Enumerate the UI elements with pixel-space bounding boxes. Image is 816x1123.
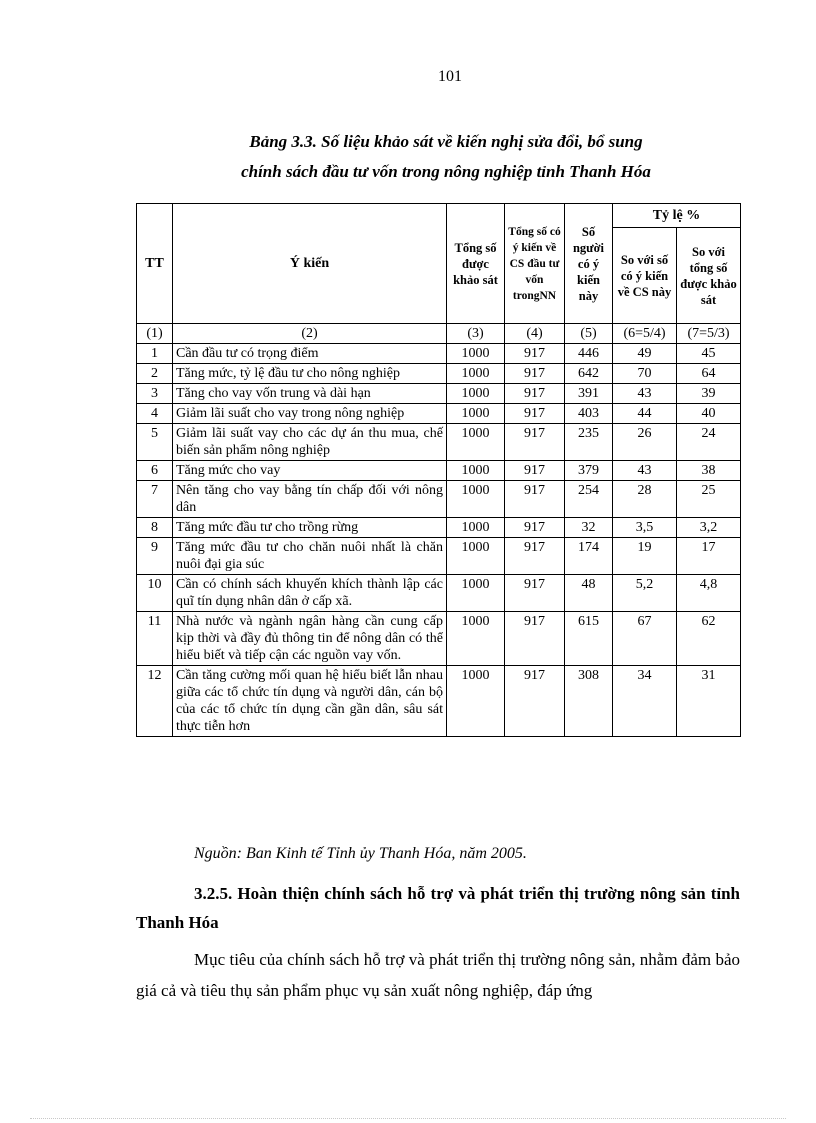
opinion-text: Tăng mức, tỷ lệ đầu tư cho nông nghiệp — [173, 364, 447, 384]
respondents-value: 642 — [565, 364, 613, 384]
ratio-vs-opinions-value: 70 — [613, 364, 677, 384]
total-opinions-value: 917 — [505, 518, 565, 538]
row-number: 1 — [137, 344, 173, 364]
section-heading: 3.2.5. Hoàn thiện chính sách hỗ trợ và phát triển thị trường nông sản tỉnh Thanh Hóa — [136, 884, 740, 932]
header-opinion: Ý kiến — [173, 204, 447, 324]
ratio-vs-total-value: 24 — [677, 424, 741, 461]
table-row — [137, 481, 741, 518]
total-surveyed-value: 1000 — [447, 666, 505, 737]
table-row — [137, 518, 741, 538]
total-surveyed-value: 1000 — [447, 461, 505, 481]
column-index-row — [137, 324, 741, 344]
column-index: (4) — [505, 324, 565, 344]
respondents-value: 446 — [565, 344, 613, 364]
total-surveyed-value: 1000 — [447, 575, 505, 612]
opinion-text: Nhà nước và ngành ngân hàng cần cung cấp kịp thời và đầy đủ thông tin để nông dân có thể hiểu biết và tiếp cận các nguồn vay vốn. — [173, 612, 447, 666]
ratio-vs-total-value: 40 — [677, 404, 741, 424]
ratio-vs-opinions-value: 5,2 — [613, 575, 677, 612]
body-paragraph: Mục tiêu của chính sách hỗ trợ và phát triển thị trường nông sản, nhằm đảm bảo giá cả và tiêu thụ sản phẩm phục vụ sản xuất nông nghiệp, đáp ứng — [136, 950, 740, 1000]
ratio-vs-opinions-value: 67 — [613, 612, 677, 666]
header-ratio-vs-opinions: So với số có ý kiến về CS này — [613, 228, 677, 324]
total-opinions-value: 917 — [505, 424, 565, 461]
table-row — [137, 538, 741, 575]
ratio-vs-total-value: 3,2 — [677, 518, 741, 538]
column-index: (1) — [137, 324, 173, 344]
total-surveyed-value: 1000 — [447, 424, 505, 461]
ratio-vs-total-value: 4,8 — [677, 575, 741, 612]
total-surveyed-value: 1000 — [447, 404, 505, 424]
table-row — [137, 424, 741, 461]
page-number: 101 — [438, 68, 462, 85]
total-surveyed-value: 1000 — [447, 364, 505, 384]
total-opinions-value: 917 — [505, 612, 565, 666]
column-index: (6=5/4) — [613, 324, 677, 344]
table-row — [137, 575, 741, 612]
total-opinions-value: 917 — [505, 404, 565, 424]
table-row — [137, 612, 741, 666]
ratio-vs-opinions-value: 34 — [613, 666, 677, 737]
ratio-vs-opinions-value: 49 — [613, 344, 677, 364]
total-surveyed-value: 1000 — [447, 344, 505, 364]
total-opinions-value: 917 — [505, 384, 565, 404]
total-opinions-value: 917 — [505, 538, 565, 575]
column-index: (5) — [565, 324, 613, 344]
respondents-value: 615 — [565, 612, 613, 666]
ratio-vs-opinions-value: 26 — [613, 424, 677, 461]
column-index: (7=5/3) — [677, 324, 741, 344]
opinion-text: Tăng mức đầu tư cho chăn nuôi nhất là chăn nuôi đại gia súc — [173, 538, 447, 575]
respondents-value: 379 — [565, 461, 613, 481]
row-number: 12 — [137, 666, 173, 737]
respondents-value: 254 — [565, 481, 613, 518]
total-opinions-value: 917 — [505, 481, 565, 518]
header-tt: TT — [137, 204, 173, 324]
row-number: 3 — [137, 384, 173, 404]
total-surveyed-value: 1000 — [447, 612, 505, 666]
column-index: (3) — [447, 324, 505, 344]
ratio-vs-opinions-value: 44 — [613, 404, 677, 424]
ratio-vs-total-value: 62 — [677, 612, 741, 666]
respondents-value: 174 — [565, 538, 613, 575]
column-index: (2) — [173, 324, 447, 344]
opinion-text: Nên tăng cho vay bằng tín chấp đối với nông dân — [173, 481, 447, 518]
table-row — [137, 404, 741, 424]
table-caption-line-2: chính sách đầu tư vốn trong nông nghiệp tỉnh Thanh Hóa — [241, 162, 651, 181]
opinion-text: Giảm lãi suất vay cho các dự án thu mua, chế biến sản phẩm nông nghiệp — [173, 424, 447, 461]
opinion-text: Tăng mức cho vay — [173, 461, 447, 481]
row-number: 6 — [137, 461, 173, 481]
respondents-value: 235 — [565, 424, 613, 461]
ratio-vs-total-value: 45 — [677, 344, 741, 364]
respondents-value: 308 — [565, 666, 613, 737]
total-surveyed-value: 1000 — [447, 481, 505, 518]
ratio-vs-opinions-value: 43 — [613, 384, 677, 404]
total-opinions-value: 917 — [505, 344, 565, 364]
ratio-vs-total-value: 64 — [677, 364, 741, 384]
total-opinions-value: 917 — [505, 461, 565, 481]
respondents-value: 48 — [565, 575, 613, 612]
respondents-value: 391 — [565, 384, 613, 404]
opinion-text: Cần tăng cường mối quan hệ hiểu biết lẫn nhau giữa các tổ chức tín dụng và người dân, cán bộ của các tổ chức tín dụng cần gần dân, sâu sát thực tiễn hơn — [173, 666, 447, 737]
ratio-vs-opinions-value: 43 — [613, 461, 677, 481]
ratio-vs-total-value: 38 — [677, 461, 741, 481]
ratio-vs-opinions-value: 28 — [613, 481, 677, 518]
ratio-vs-opinions-value: 3,5 — [613, 518, 677, 538]
total-opinions-value: 917 — [505, 666, 565, 737]
row-number: 7 — [137, 481, 173, 518]
row-number: 8 — [137, 518, 173, 538]
table-row — [137, 384, 741, 404]
row-number: 10 — [137, 575, 173, 612]
survey-table — [136, 203, 741, 737]
table-row — [137, 344, 741, 364]
page-bottom-divider — [30, 1118, 786, 1119]
row-number: 11 — [137, 612, 173, 666]
respondents-value: 403 — [565, 404, 613, 424]
header-respondents: Số người có ý kiến này — [565, 204, 613, 324]
row-number: 2 — [137, 364, 173, 384]
total-surveyed-value: 1000 — [447, 384, 505, 404]
total-opinions-value: 917 — [505, 364, 565, 384]
table-caption-line-1: Bảng 3.3. Số liệu khảo sát về kiến nghị sửa đổi, bổ sung — [249, 132, 643, 151]
ratio-vs-opinions-value: 19 — [613, 538, 677, 575]
table-row — [137, 461, 741, 481]
row-number: 5 — [137, 424, 173, 461]
header-ratio-vs-total: So với tổng số được khảo sát — [677, 228, 741, 324]
header-ratio-group: Tỷ lệ % — [613, 204, 741, 228]
ratio-vs-total-value: 17 — [677, 538, 741, 575]
opinion-text: Tăng mức đầu tư cho trồng rừng — [173, 518, 447, 538]
source-note: Nguồn: Ban Kinh tế Tỉnh ủy Thanh Hóa, năm 2005. — [194, 845, 527, 862]
opinion-text: Giảm lãi suất cho vay trong nông nghiệp — [173, 404, 447, 424]
header-total-opinions: Tổng số có ý kiến về CS đầu tư vốn trongNN — [505, 204, 565, 324]
opinion-text: Cần đầu tư có trọng điểm — [173, 344, 447, 364]
ratio-vs-total-value: 31 — [677, 666, 741, 737]
row-number: 9 — [137, 538, 173, 575]
ratio-vs-total-value: 39 — [677, 384, 741, 404]
total-surveyed-value: 1000 — [447, 538, 505, 575]
opinion-text: Tăng cho vay vốn trung và dài hạn — [173, 384, 447, 404]
table-row — [137, 666, 741, 737]
row-number: 4 — [137, 404, 173, 424]
total-opinions-value: 917 — [505, 575, 565, 612]
total-surveyed-value: 1000 — [447, 518, 505, 538]
table-row — [137, 364, 741, 384]
header-total-surveyed: Tổng số được khảo sát — [447, 204, 505, 324]
ratio-vs-total-value: 25 — [677, 481, 741, 518]
opinion-text: Cần có chính sách khuyến khích thành lập các quĩ tín dụng nhân dân ở cấp xã. — [173, 575, 447, 612]
respondents-value: 32 — [565, 518, 613, 538]
